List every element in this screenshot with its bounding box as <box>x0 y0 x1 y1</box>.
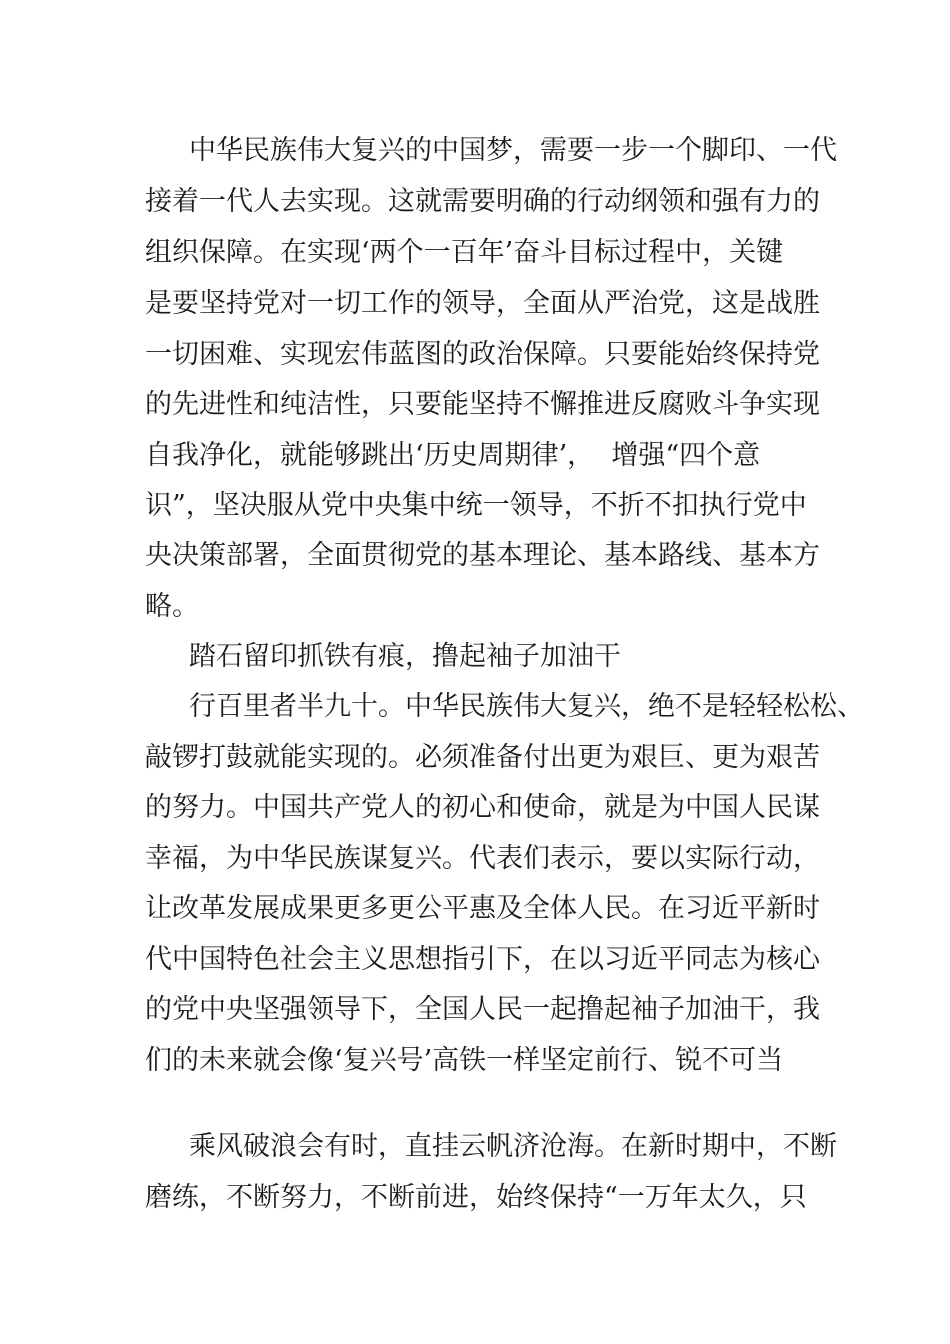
paragraph-line: 接着一代人去实现。这就需要明确的行动纲领和强有力的 <box>145 186 820 217</box>
paragraph-line: 央决策部署，全面贯彻党的基本理论、基本路线、基本方 <box>145 540 820 571</box>
paragraph-line: 的先进性和纯洁性，只要能坚持不懈推进反腐败斗争实现 <box>145 389 820 420</box>
paragraph-line: 代中国特色社会主义思想指引下，在以习近平同志为核心 <box>145 944 820 975</box>
paragraph-line: 的党中央坚强领导下，全国人民一起撸起袖子加油干，我 <box>145 994 820 1025</box>
paragraph-line: 中华民族伟大复兴的中国梦，需要一步一个脚印、一代 <box>189 135 837 166</box>
paragraph-line: 是要坚持党对一切工作的领导，全面从严治党，这是战胜 <box>145 288 820 319</box>
paragraph-line: 的努力。中国共产党人的初心和使命，就是为中国人民谋 <box>145 792 820 823</box>
paragraph-line: 磨练，不断努力，不断前进，始终保持“一万年太久，只 <box>145 1182 807 1213</box>
section-heading: 踏石留印抓铁有痕，撸起袖子加油干 <box>189 641 621 672</box>
paragraph-line: 行百里者半九十。中华民族伟大复兴，绝不是轻轻松松、 <box>189 691 864 722</box>
paragraph-line: 乘风破浪会有时，直挂云帆济沧海。在新时期中，不断 <box>189 1131 837 1162</box>
paragraph-line: 们的未来就会像‘复兴号’高铁一样坚定前行、锐不可当 <box>145 1045 784 1076</box>
paragraph-line: 识”，坚决服从党中央集中统一领导，不折不扣执行党中 <box>145 490 807 521</box>
paragraph-line: 组织保障。在实现‘两个一百年’奋斗目标过程中，关键 <box>145 237 784 268</box>
paragraph-line: 让改革发展成果更多更公平惠及全体人民。在习近平新时 <box>145 893 820 924</box>
paragraph-line: 自我净化，就能够跳出‘历史周期律’， 增强“四个意 <box>145 440 761 471</box>
paragraph-line: 幸福，为中华民族谋复兴。代表们表示，要以实际行动， <box>145 843 820 874</box>
paragraph-line: 略。 <box>145 591 199 622</box>
paragraph-line: 敲锣打鼓就能实现的。必须准备付出更为艰巨、更为艰苦 <box>145 742 820 773</box>
paragraph-line: 一切困难、实现宏伟蓝图的政治保障。只要能始终保持党 <box>145 339 820 370</box>
